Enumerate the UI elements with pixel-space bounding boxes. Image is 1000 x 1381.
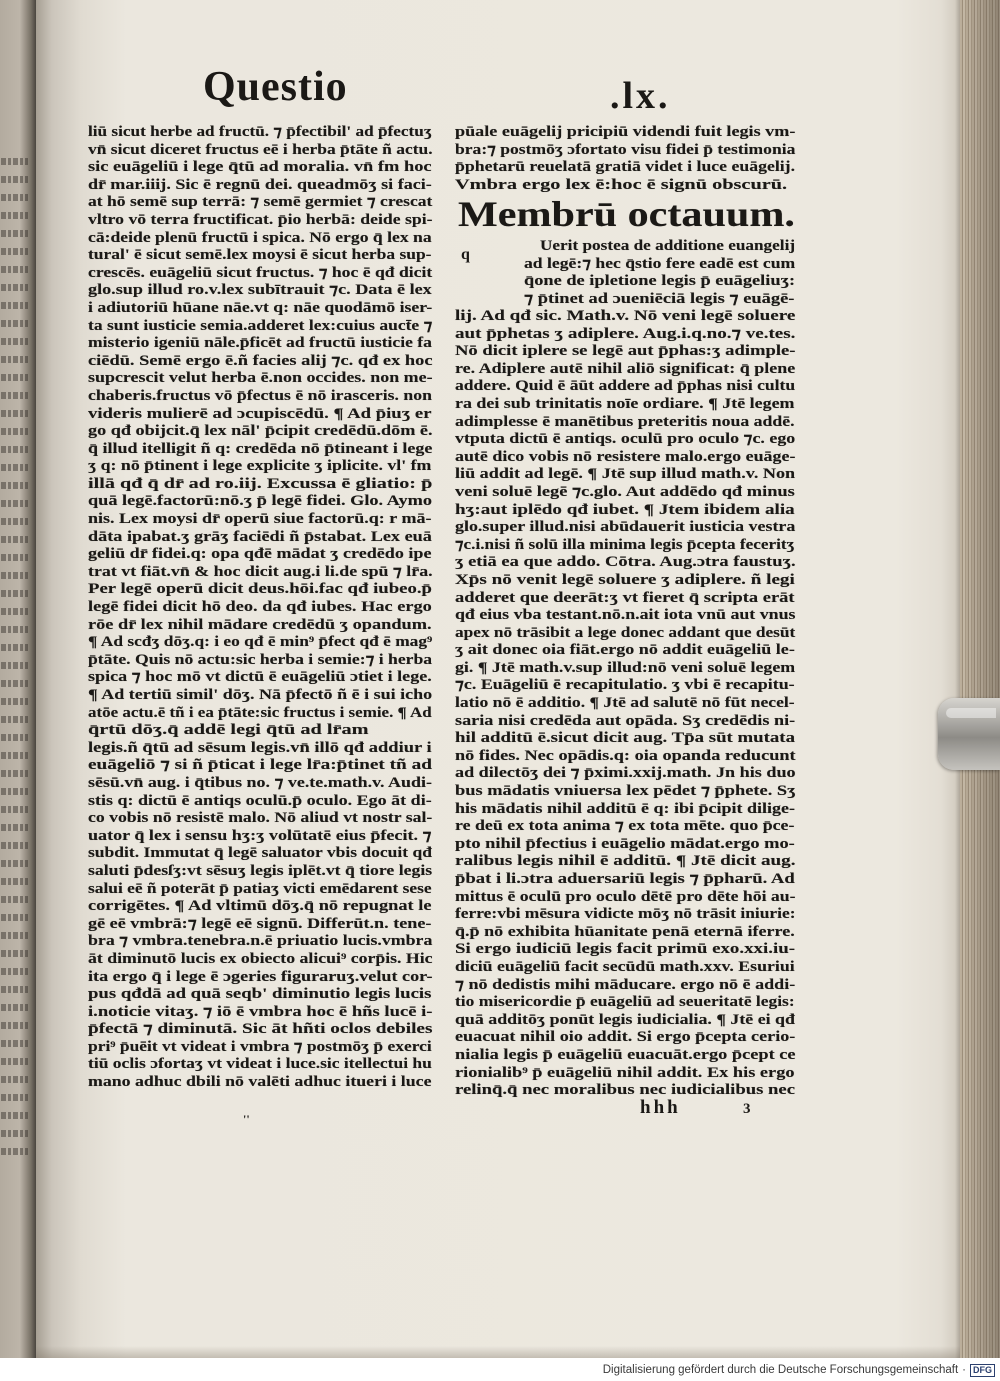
text-line-content: ferre:vbi mēsura vidicte mōʒ nō trāsit iniurie: [455,906,796,923]
text-line-content: lij. Ad qđ sic. Math.v. Nō veni legē soluere [455,308,796,324]
printer-mark: '' [243,1112,250,1126]
text-line-content: ¶ Ad scđʒ dōʒ.q: i eo qđ ē min⁹ p̄fect qđ ē mag⁹ [88,634,433,651]
text-line [455,660,795,678]
text-line [88,863,432,881]
text-line [88,423,432,441]
adjacent-page-text-fragments [1,158,28,1158]
text-line-content: cā:deide plenū fructū i spica. Nō ergo q̄ lex na [88,229,432,246]
text-line [455,677,795,695]
text-line [88,669,432,687]
text-line [88,194,432,212]
text-line-content: co vobis nō resistē malo. Nō aliud vt nostr sal- [88,810,433,827]
text-line [88,546,432,564]
text-line-content: rionialib⁹ p̄ euāgeliū nihil addit. Ex his ergo [455,1064,795,1081]
text-line-content: pto nihil p̄fectius i euāgelio mādat.ergo mo- [455,835,795,852]
text-line [88,617,432,635]
footer-separator: · [962,1364,966,1376]
text-line-content: āt diminutō lucis ex obiecto alicui⁹ corp̄is. Hic [88,950,433,967]
text-line [455,906,795,924]
text-line [88,1074,432,1092]
text-line [455,1047,795,1065]
text-line-content: tio misericordie p̄ euāgeliū ad seueritatē legis: [455,994,795,1011]
text-line-content: trat vt fiāt.vn̄ & hoc dicit aug.i li.de spū ⁊ lr̄a. [88,563,433,580]
text-line [455,449,795,467]
text-line [455,836,795,854]
text-line-content: i adiutoriū hūane nāe.vt q: nāe quodāmō iser- [88,299,433,316]
text-line [88,951,432,969]
text-line-content: vtputa dictū ē antiqs. oculū pro oculo ⁊c. ego [455,431,796,448]
text-line [524,291,795,309]
text-line-content: nis. Lex moysi dr̄ operū siue factorū.q: r mā- [88,511,432,528]
text-line [88,845,432,863]
text-line [88,441,432,459]
text-line-content: tiū oclis ɔfortaʒ vt videat i luce.sic itellectui hu [88,1056,432,1073]
text-line [455,889,795,907]
text-line [524,238,795,256]
text-line [455,871,795,889]
text-line-content: Per legē operū dicit deus.hōi.fac qđ iubeo.p̄ [88,581,432,598]
left-text-column [88,124,432,1092]
text-line-content: nialia legis p̄ euāgeliū euacuāt.ergo p̄cept ce [455,1046,796,1063]
text-line-content: at hō semē sup terrā: ⁊ semē germiet ⁊ crescat [88,194,433,211]
text-line [455,466,795,484]
text-line-content: dāta ipabat.ʒ grāʒ faciēdi ñ p̄stabat. Lex euā [88,528,432,545]
text-line-content: autē dico vobis nō resistere malo.ergo euāge- [455,448,796,465]
text-line-content: q̄ illud itelligit ñ q: credēda nō p̄tineant i lege [88,440,433,457]
text-line-content: pus qđdā ad quā seqb' diminutio legis lucis [88,986,432,1003]
text-line [88,406,432,424]
text-line-content: q̄rtū dōʒ.q̄ addē legi q̄tū ad lr̄am [88,722,369,739]
text-line [455,142,795,160]
initial-guide-letter: q [461,246,470,263]
text-line-content: subdit. Immutat q̄ legē saluator vbis docuit qđ [88,845,432,862]
text-line [88,458,432,476]
text-line [88,212,432,230]
text-line [88,722,432,740]
text-line [88,916,432,934]
section-heading-text: Membrū octauum. [458,194,795,234]
text-line [88,335,432,353]
text-line [455,124,795,142]
footer-credit [603,1364,995,1377]
quire-signature-letters: hhh [640,1097,681,1118]
dfg-logo: DFG [970,1364,995,1377]
text-line-content: re deū ex tota anima ⁊ ex tota mēte. quo p̄ce- [455,818,795,835]
text-line [88,634,432,652]
text-line [88,1004,432,1022]
text-line [88,810,432,828]
text-line-content: diciū euāgeliū facit secūdū math.xxv. Esuriui [455,958,795,975]
text-line [524,256,795,274]
text-line [88,318,432,336]
text-line [88,828,432,846]
text-line [455,607,795,625]
text-line [455,765,795,783]
text-line [88,230,432,248]
text-line-content: rōe dr̄ lex nihil mādare credēdū ʒ opandum. [88,616,432,633]
text-line [455,748,795,766]
text-line-content: gi. ¶ Jtē math.v.sup illud:nō veni soluē legem [455,659,796,676]
text-line-content: ʒ etiā ea que addo. Cōtra. Aug.ɔtra faustuʒ. [455,554,796,571]
text-line-content: sic euāgeliū i lege q̄tū ad moralia. vn̄ fm hoc [88,159,432,176]
text-line-content: quā legē.factorū:nō.ʒ p̄ legē fidei. Glo. Aymo [88,493,433,510]
text-line [88,933,432,951]
text-line-content: ⁊ nō dedistis mihi māducare. ergo nō ē addi- [455,976,796,993]
text-line [455,519,795,537]
text-line-content: gē eē vmbrā:⁊ legē eē signū. Differūt.n. tene- [88,915,432,932]
text-line [455,642,795,660]
text-line [88,529,432,547]
text-line [455,396,795,414]
text-line [455,1029,795,1047]
text-line-content: relinq̄.q̄ nec moralibus nec iudicialibus nec [455,1082,796,1099]
text-line-content: p̄phetarū reuelatā gratiā videt i luce euāgelij. [455,159,796,176]
page-bottom-edge [36,1346,960,1358]
text-line-content: spica ⁊ hoc mō vt dictū ē euāgeliū ɔtiet i lege. [88,669,432,686]
text-line-content: adderet que deerāt:ʒ vt fieret q̄ scripta erāt [455,589,795,606]
text-line-content: liū sicut herbe ad fructū. ⁊ p̄fectibil' ad p̄fectuʒ [88,124,432,140]
text-line [455,1065,795,1083]
text-line-content: supcrescit velut herba ē.non occides. non me- [88,370,433,387]
text-line-content: nō fides. Nec opādis.q: oia opanda reducunt [455,747,796,764]
text-line [455,308,795,326]
text-line-content: i.noticie vitaʒ. ⁊ iō ē vmbra hoc ē hñs lucē i- [88,1003,433,1020]
text-line-content: liū addit ad legē. ¶ Jtē sup illud math.v. Non [455,466,796,483]
text-line [88,282,432,300]
text-line-content: Si ergo iudiciū legis facit primū exo.xxi.iu- [455,941,796,958]
running-head-number: .lx. [610,75,671,117]
text-line-content: videris mulierē ad ɔcupiscēdū. ¶ Ad p̄iuʒ er [88,405,432,422]
text-line [88,564,432,582]
text-line-content: hʒ:aut iplēdo qđ iubet. ¶ Jtem ibidem alia [455,501,795,518]
text-line [88,757,432,775]
text-line [524,273,795,291]
text-line-content: sēsū.vn̄ aug. i q̄tibus no. ⁊ ve.te.math.v. Audi- [88,774,432,791]
text-line-content: p̄fectā ⁊ diminutā. Sic āt hñti oclos debiles [88,1021,433,1038]
text-line-content: Nō dicit iplere se legē aut p̄phas:ʒ adimple- [455,343,796,360]
text-line-content: ʒ ait donec oia fiāt.ergo nō addit euāgeliū le- [455,642,795,659]
text-line-content: ralibus legis nihil ē additū. ¶ Jtē dicit aug. [455,853,796,870]
text-line-content: re. Adiplere autē nihil aliō significat: q̄ plene [455,360,796,377]
text-line [455,177,795,195]
text-line [455,159,795,177]
text-line-content: glo.super illud.nisi abūdauerit iusticia vestra [455,519,796,536]
text-line-content: ʒ q: nō p̄tinent i lege explicite ʒ iplicite. vl' fm [88,458,432,475]
text-line [455,713,795,731]
text-line [455,537,795,555]
text-line [88,370,432,388]
text-line-content: saria nisi credēda aut opāda. Sʒ credēdis ni- [455,712,796,729]
text-line-content: q̄.p̄ nō exhibita hūanitate penā eternā iferre. [455,923,795,940]
text-line-content: pri⁹ p̄uēit vt videat i vmbra ⁊ postmōʒ p̄ exerci [88,1038,432,1055]
text-line [88,881,432,899]
text-line [455,695,795,713]
text-line-content: ad legē:⁊ hec q̄stio fere eadē est cum [524,255,796,272]
text-line [88,652,432,670]
text-line [88,969,432,987]
text-line [455,590,795,608]
text-line [455,853,795,871]
text-line [88,476,432,494]
text-line [88,388,432,406]
text-line-content: mano adhuc dbili nō valēti adhuc itueri i luce [88,1074,432,1091]
text-line [88,1039,432,1057]
text-line-content: mittus ē oculū pro oculo dētē pro dēte hōi au- [455,888,796,905]
running-head-title: Questio [203,64,348,110]
text-line [455,1012,795,1030]
text-line [88,142,432,160]
text-line-content: vn̄ sicut diceret fructus eē i herba p̄tāte ñ actu. [88,141,433,158]
text-line [88,247,432,265]
text-line-content: his mādatis nihil additū ē q: ibi p̄cipit dilige- [455,800,795,817]
text-line-content: q̄one de ipletione legis p̄ euāgeliuʒ: [524,273,796,290]
text-line [88,159,432,177]
text-line [88,705,432,723]
text-line [88,775,432,793]
text-line [88,177,432,195]
text-line-content: veni soluē legē ⁊c.glo. Aut addēdo qđ minus [455,483,795,500]
text-line [88,740,432,758]
right-column-indented-lines [524,238,795,308]
text-line-content: qđ eius vba testant.nō.n.ait iota vnū aut vnus [455,607,796,624]
right-text-column [455,308,795,1100]
text-line [88,511,432,529]
text-line-content: tural' ē sicut semē.lex moysi ē sicut herba sup- [88,247,432,264]
bookmark-clip-highlight [946,708,996,718]
text-line-content: p̄tāte. Quis nō actu:sic herba i semie:⁊ i herba [88,651,433,668]
text-line-content: ad dilectōʒ dei ⁊ p̄ximi.xxij.math. Jn his duo [455,765,796,782]
text-line [455,801,795,819]
text-line [455,554,795,572]
text-line [455,378,795,396]
book-block-edges [960,0,1000,1358]
text-line [455,783,795,801]
text-line [88,1056,432,1074]
text-line [88,599,432,617]
text-line-content: adimplesse ē manētibus preteritis noua addē. [455,413,795,430]
text-line-content: quā additōʒ ponūt legis iudicialia. ¶ Jtē ei qđ [455,1011,795,1028]
text-line-content: go qđ obijcit.q̄ lex nāl' p̄cipit credēdū.dōm ē. [88,423,433,440]
text-line-content: addere. Quid ē āūt addere ad p̄phas nisi cultu [455,378,796,395]
text-line [455,625,795,643]
text-line [455,941,795,959]
text-line-content: bra ⁊ vmbra.tenebra.n.ē priuatio lucis.vmbra [88,933,433,950]
text-line-content: illā qđ q̄ dr̄ ad ro.iij. Excussa ē gliatio: p̄ [88,475,433,492]
text-line [88,353,432,371]
text-line [455,361,795,379]
text-line-content: atōe actu.ē tñ i ea p̄tāte:sic fructus i semie. ¶ Ad [88,704,432,721]
text-line-content: geliū dr̄ fidei.q: opa qđē mādat ʒ credēdo ipe [88,546,432,563]
text-line [455,818,795,836]
text-line [88,265,432,283]
text-line-content: ita ergo q̄ i lege ē ɔgeries figuraruʒ.velut cor- [88,968,433,985]
text-line [455,994,795,1012]
text-line [455,414,795,432]
text-line [88,581,432,599]
text-line [455,730,795,748]
text-line [455,959,795,977]
text-line-content: salui eē ñ poterāt p̄ patiaʒ victi emēdarent sese [88,880,432,897]
text-line-content: ⁊ p̄tinet ad ɔueniēciā legis ⁊ euāgē- [524,290,795,307]
text-line [88,793,432,811]
text-line [455,431,795,449]
text-line-content: apex nō trāsibit a lege donec addant que desūt [455,624,796,641]
text-line [88,986,432,1004]
text-line [455,484,795,502]
text-line-content: uator q̄ lex i sensu hʒ:ʒ volūtatē eius p̄fecit. ⁊ [88,827,432,844]
text-line [88,300,432,318]
text-line-content: pūale euāgelij pricipiū videndi fuit legis vm- [455,124,796,140]
text-line-content: vltro vō terra fructificat. p̄io herbā: deide spi- [88,211,433,228]
text-line [88,898,432,916]
text-line-content: bus mādatis vniuersa lex pēdet ⁊ p̄phete. Sʒ [455,783,796,800]
text-line-content: glo.sup illud ro.v.lex subītrauit ⁊c. Data ē lex [88,282,432,299]
text-line [88,493,432,511]
text-line-content: euāgeliō ⁊ si ñ p̄ticat i lege lr̄a:p̄tinet tñ ad [88,757,432,774]
text-line [455,924,795,942]
text-line-content: bra:⁊ postmōʒ ɔfortato visu fidei p̄ testimonia [455,141,796,158]
text-line-content: Xp̄s nō venit legē soluere ʒ adiplere. ñ legi [455,571,795,588]
quire-signature-number: 3 [743,1101,751,1117]
text-line [455,572,795,590]
text-line-content: legē fidei dicit hō deo. da qđ iubes. Hac ergo [88,599,432,616]
text-line-content: euacuat nihil oio addit. Si ergo p̄cepta cerio- [455,1029,796,1046]
text-line [88,1021,432,1039]
text-line-content: ⁊c.i.nisi ñ solū illa minima legis p̄cepta feceritʒ [455,536,795,553]
text-line-content: p̄bat i li.ɔtra aduersariū legis ⁊ p̄pharū. Ad [455,871,795,887]
text-line-content: misterio igeniū nāle.p̄ficēt ad fructū iusticie fa [88,335,432,352]
text-line-content: ta sunt iusticie semia.adderet lex:cuius auct̄e ⁊ [88,317,433,334]
text-line [455,977,795,995]
text-line-content: crescēs. euāgeliū sicut fructus. ⁊ hoc ē qđ dicit [88,264,433,281]
text-line-content: corrigētes. ¶ Ad vltimū dōʒ.q̄ nō repugnat le [88,898,432,915]
text-line-content: ¶ Ad tertiū simil' dōʒ. Nā p̄fectō ñ ē i sui icho [88,687,433,703]
text-line-content: legis.ñ q̄tū ad sēsum legis.vn̄ illō qđ addiur i [88,739,432,756]
text-line-content: ra dei sub trinitatis noīe ordiare. ¶ Jtē legem [455,395,795,412]
text-line-content: saluti p̄desſʒ:vt sēsuʒ legis iplēt.vt q̄ tiore legis [88,862,433,879]
text-line [88,124,432,142]
text-line [455,343,795,361]
text-line-content: ⁊c. Euāgeliū ē recapitulatio. ʒ vbi ē recapitu- [455,677,795,694]
text-line [88,687,432,705]
text-line-content: aut p̄phetas ʒ adiplere. Aug.i.q.no.⁊ ve.tes. [455,325,796,342]
text-line-content: Vmbra ergo lex ē:hoc ē signū obscurū. [455,176,788,193]
text-line-content: chaberis.fructus vō p̄fectus ē nō irasceris. non [88,387,432,404]
text-line [455,1082,795,1100]
text-line-content: dr̄ mar.iiij. Sic ē regnū dei. queadmōʒ si faci- [88,176,432,193]
text-line-content: ciēdū. Semē ergo ē.ñ facies alij ⁊c. qđ ex hoc [88,352,433,369]
text-line-content: Uerit postea de additione euangelij [540,238,796,254]
right-column-intro [455,124,795,194]
text-line-content: stis q: dictū ē antiqs oculū.p̄ oculo. Ego āt di- [88,792,432,809]
footer-credit-text: Digitalisierung gefördert durch die Deutsche Forschungsgemeinschaft [602,1364,959,1376]
section-heading [458,193,795,235]
text-line [455,326,795,344]
text-line-content: latio nō ē additio. ¶ Jtē ad salutē nō fūt necel- [455,695,795,712]
text-line [455,502,795,520]
text-line-content: hil additū ē.sicut dicit aug. Tp̄a sūt mutata [455,730,795,747]
